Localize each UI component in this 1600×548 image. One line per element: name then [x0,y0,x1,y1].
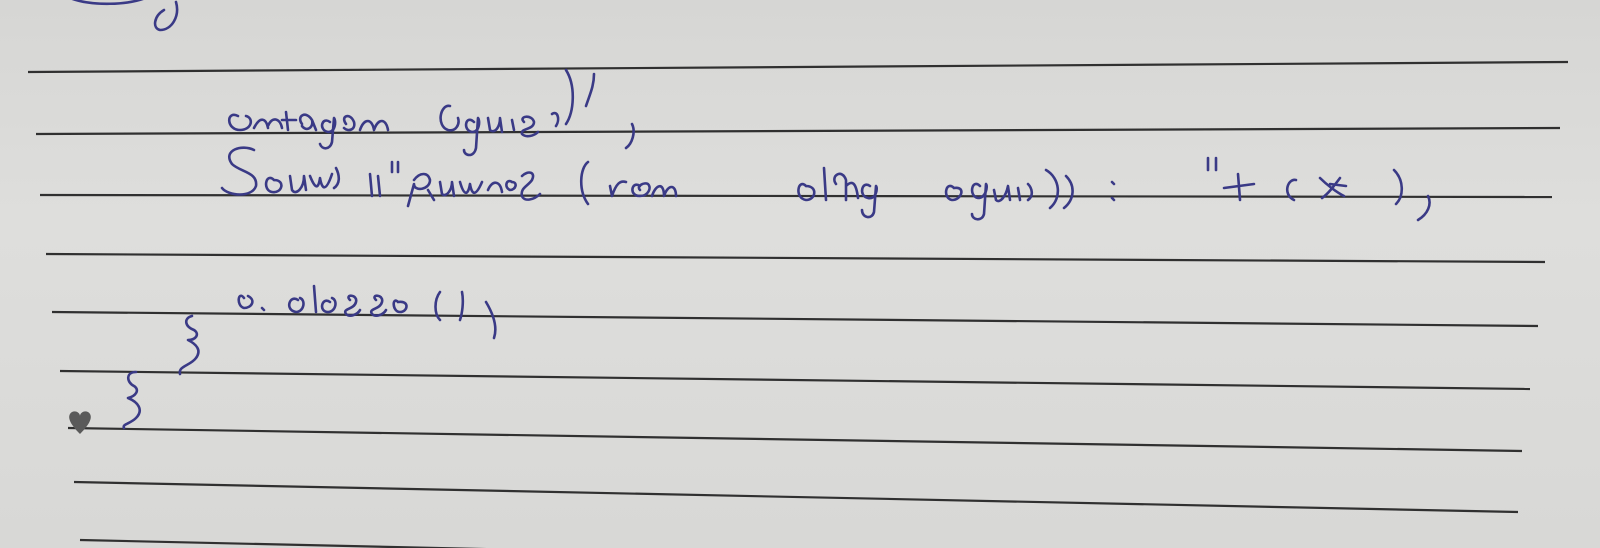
rule-line-8 [74,482,1518,512]
rule-line-7 [68,428,1522,451]
closing-brace-1 [180,316,206,374]
handwriting-line-1 [229,70,633,155]
handwriting-line-2 [220,148,1430,220]
ink-top-fragment [70,0,177,30]
rule-line-6 [60,371,1530,389]
handwriting-line-3 [236,283,495,338]
rule-line-9 [80,540,1510,548]
heart-mark-icon [69,411,91,434]
rule-line-1 [28,62,1568,72]
closing-brace-2 [122,372,147,428]
rule-line-4 [46,254,1545,262]
